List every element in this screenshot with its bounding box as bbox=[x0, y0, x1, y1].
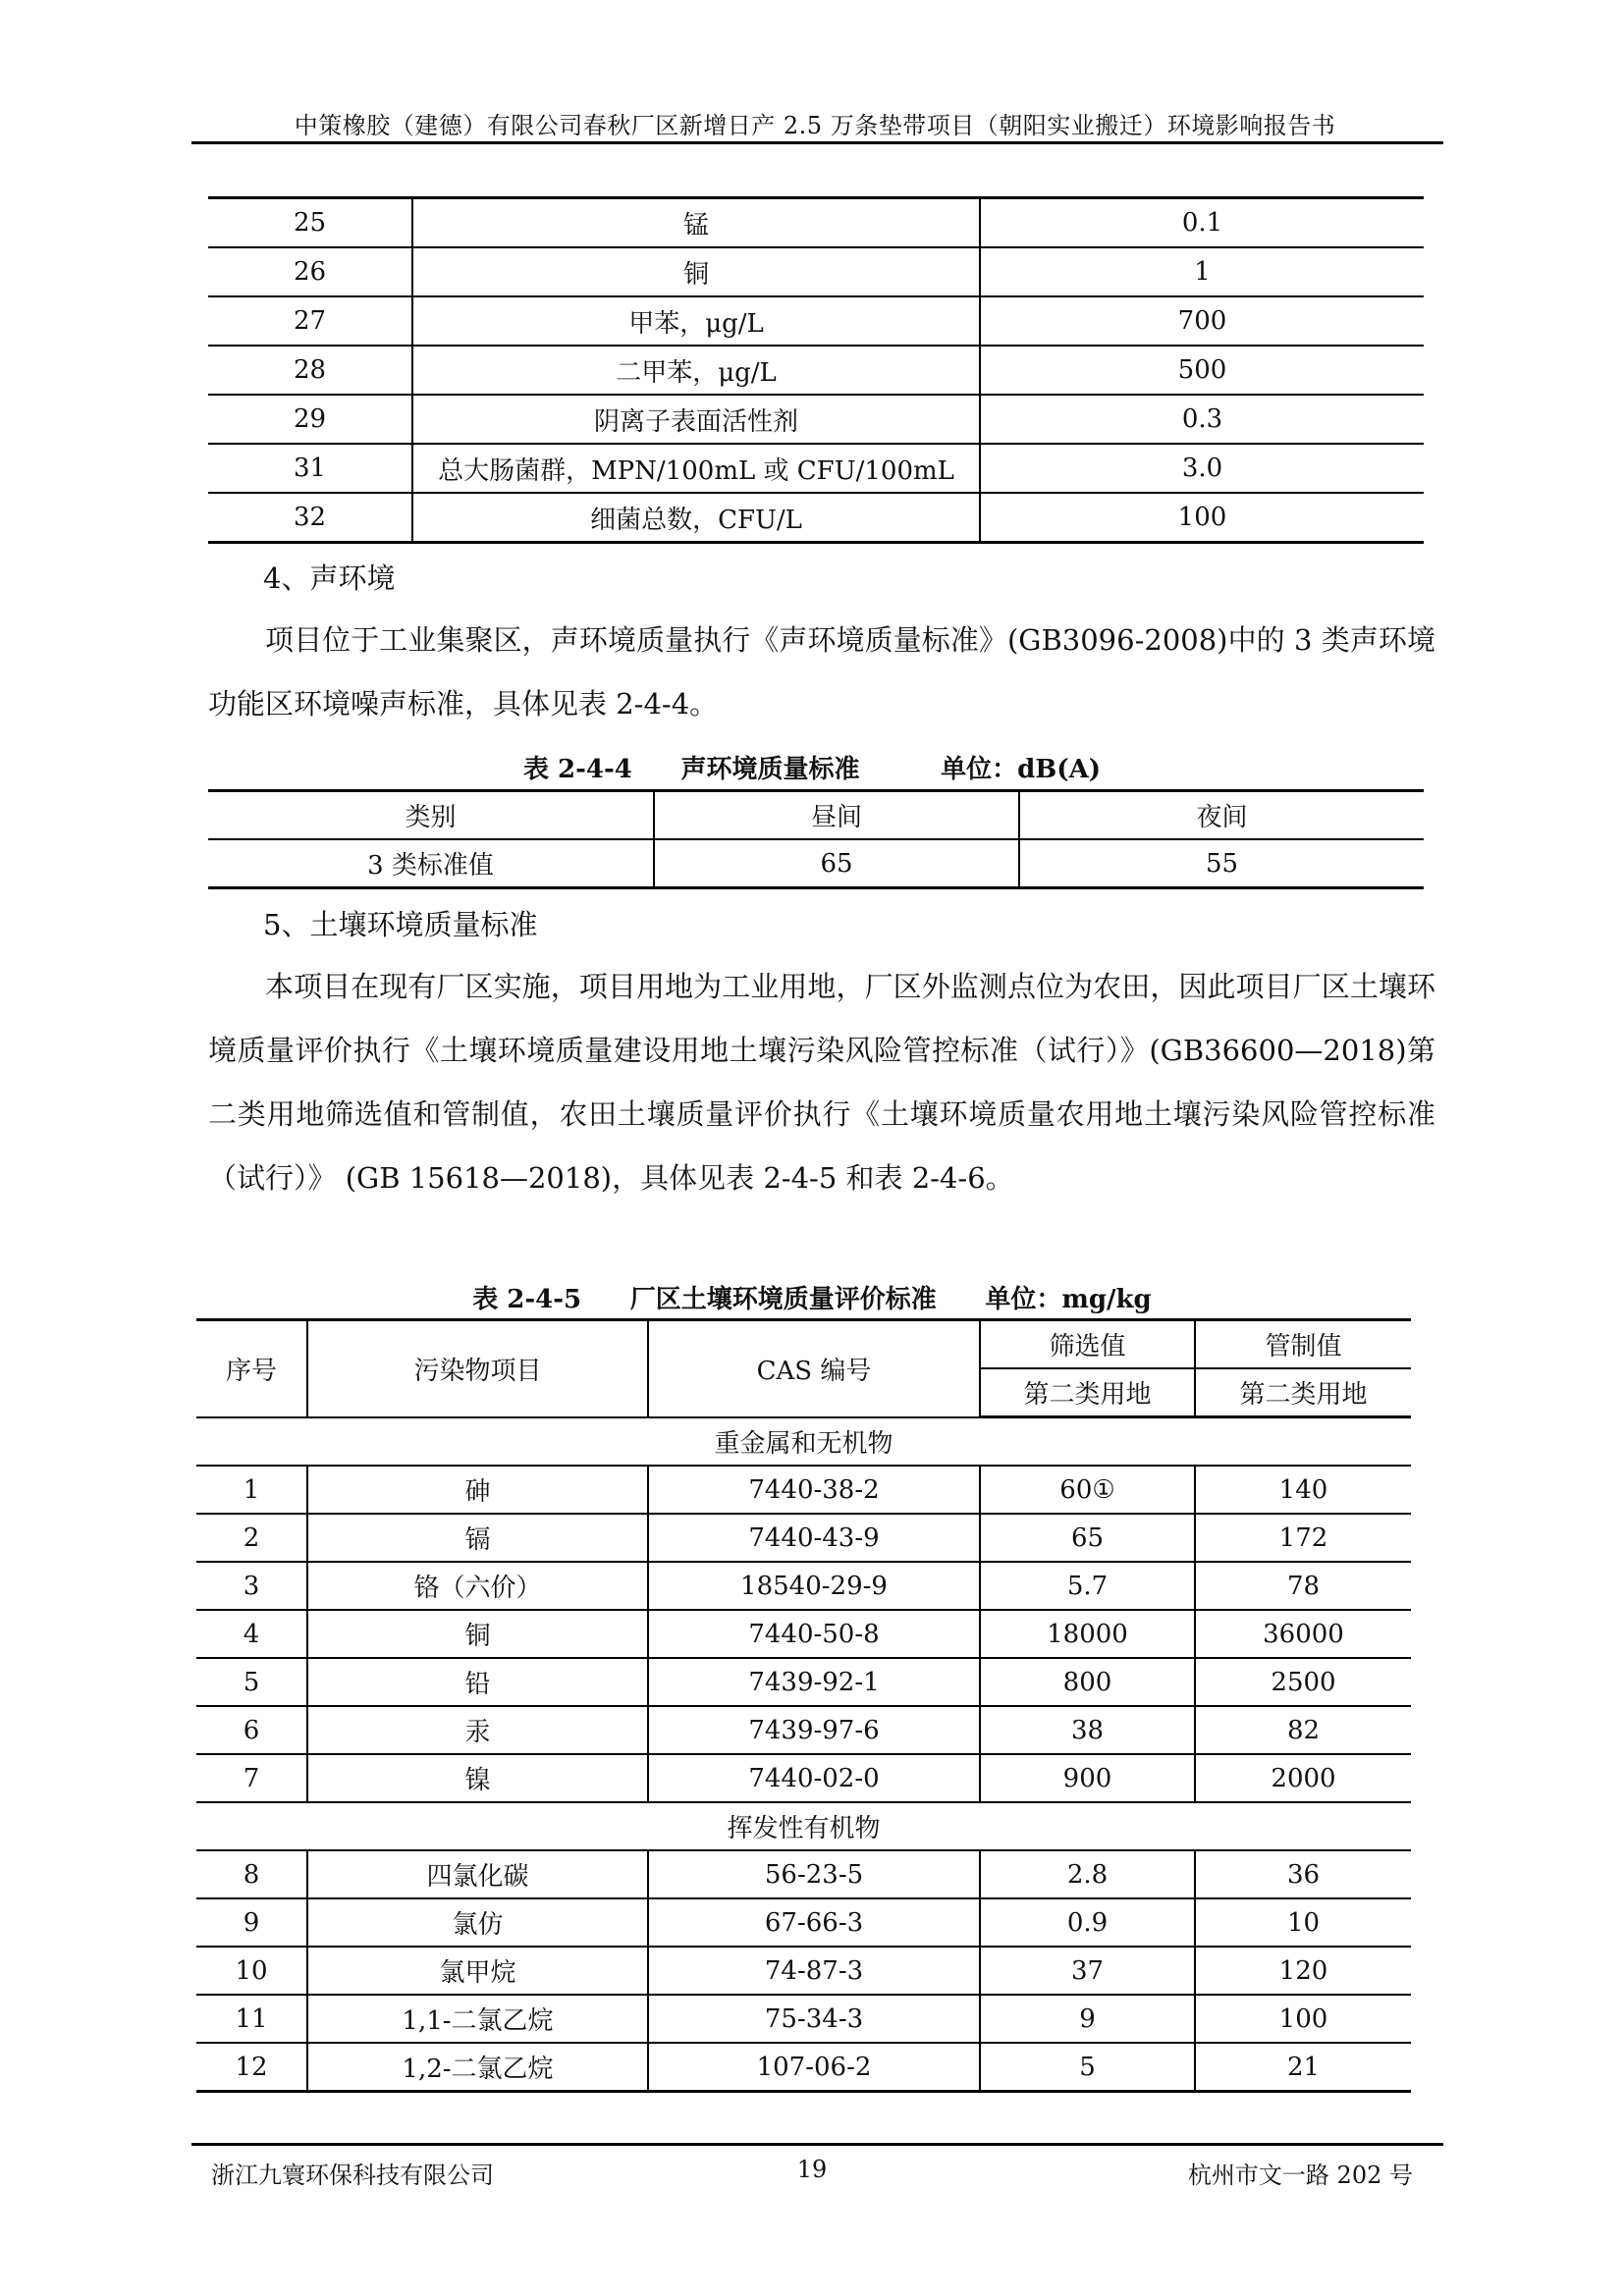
table-row bbox=[208, 395, 1424, 444]
table-row bbox=[196, 1898, 1411, 1947]
number-cell: 32 bbox=[208, 493, 412, 543]
item-cell: 阴离子表面活性剂 bbox=[412, 395, 980, 444]
number-cell: 10 bbox=[196, 1947, 307, 1995]
screening-value-cell: 37 bbox=[980, 1947, 1195, 1995]
value-cell: 700 bbox=[980, 296, 1424, 346]
table-row bbox=[196, 1995, 1411, 2043]
item-cell: 锰 bbox=[412, 198, 980, 248]
table-row bbox=[208, 346, 1424, 395]
screening-value-cell: 5 bbox=[980, 2043, 1195, 2092]
pollutant-cell: 1,1-二氯乙烷 bbox=[307, 1995, 648, 2043]
number-cell: 1 bbox=[196, 1466, 307, 1514]
table-row bbox=[208, 444, 1424, 493]
control-value-cell: 2000 bbox=[1195, 1754, 1411, 1802]
pollutant-cell: 氯仿 bbox=[307, 1898, 648, 1947]
number-cell: 9 bbox=[196, 1898, 307, 1947]
table-caption-soil bbox=[0, 1279, 1624, 1315]
pollutant-cell: 汞 bbox=[307, 1706, 648, 1754]
caption-unit: 单位：mg/kg bbox=[985, 1285, 1152, 1314]
table-row bbox=[208, 493, 1424, 543]
pollutant-cell: 四氯化碳 bbox=[307, 1850, 648, 1898]
table-row bbox=[196, 1562, 1411, 1610]
control-value-cell: 140 bbox=[1195, 1466, 1411, 1514]
table-row bbox=[196, 1514, 1411, 1562]
number-cell: 6 bbox=[196, 1706, 307, 1754]
category-cell: 3 类标准值 bbox=[208, 839, 654, 888]
number-cell: 5 bbox=[196, 1658, 307, 1706]
number-cell: 3 bbox=[196, 1562, 307, 1610]
number-cell: 28 bbox=[208, 346, 412, 395]
item-cell: 细菌总数，CFU/L bbox=[412, 493, 980, 543]
section-heading-noise: 4、声环境 bbox=[263, 561, 396, 595]
value-cell: 1 bbox=[980, 247, 1424, 296]
cas-cell: 74-87-3 bbox=[648, 1947, 980, 1995]
night-value-cell: 55 bbox=[1019, 839, 1424, 888]
soil-quality-table bbox=[196, 1318, 1411, 2093]
caption-title: 厂区土壤环境质量评价标准 bbox=[629, 1285, 937, 1314]
paragraph-soil: 本项目在现有厂区实施，项目用地为工业用地，厂区外监测点位为农田，因此项目厂区土壤环境质量评价执行《土壤环境质量建设用地土壤污染风险管控标准（试行）》(GB36600—2018)第二类用地筛选值和管制值，农田土壤质量评价执行《土壤环境质量农用地土壤污染风险管控标准（试行）》 (GB 15618—2018)，具体见表 2-4-5 和表 2-4-6。 bbox=[208, 970, 1435, 1195]
cas-cell: 67-66-3 bbox=[648, 1898, 980, 1947]
group-row bbox=[196, 1417, 1411, 1467]
footer-company: 浙江九寰环保科技有限公司 bbox=[211, 2162, 494, 2189]
control-value-cell: 21 bbox=[1195, 2043, 1411, 2092]
cas-cell: 7439-92-1 bbox=[648, 1658, 980, 1706]
header-screening: 筛选值 bbox=[980, 1320, 1195, 1369]
header-control: 管制值 bbox=[1195, 1320, 1411, 1369]
screening-value-cell: 2.8 bbox=[980, 1850, 1195, 1898]
pollutant-cell: 镍 bbox=[307, 1754, 648, 1802]
table-row bbox=[208, 198, 1424, 248]
table-row bbox=[196, 1610, 1411, 1658]
control-value-cell: 78 bbox=[1195, 1562, 1411, 1610]
pollutant-cell: 砷 bbox=[307, 1466, 648, 1514]
table-row bbox=[208, 247, 1424, 296]
caption-number: 表 2-4-4 bbox=[522, 755, 632, 784]
table-row bbox=[208, 839, 1424, 888]
screening-value-cell: 5.7 bbox=[980, 1562, 1195, 1610]
section-heading-soil: 5、土壤环境质量标准 bbox=[263, 908, 538, 941]
screening-value-cell: 800 bbox=[980, 1658, 1195, 1706]
header-control-sub: 第二类用地 bbox=[1195, 1368, 1411, 1417]
noise-standard-table bbox=[208, 789, 1424, 889]
number-cell: 29 bbox=[208, 395, 412, 444]
footer-page-number: 19 bbox=[796, 2156, 828, 2183]
number-cell: 2 bbox=[196, 1514, 307, 1562]
item-cell: 铜 bbox=[412, 247, 980, 296]
table-row bbox=[196, 1706, 1411, 1754]
cas-cell: 107-06-2 bbox=[648, 2043, 980, 2092]
pollutant-cell: 镉 bbox=[307, 1514, 648, 1562]
header-rule bbox=[191, 141, 1443, 144]
table-row bbox=[208, 296, 1424, 346]
item-cell: 二甲苯，μg/L bbox=[412, 346, 980, 395]
group-label: 重金属和无机物 bbox=[196, 1417, 1411, 1467]
screening-value-cell: 9 bbox=[980, 1995, 1195, 2043]
header-screening-sub: 第二类用地 bbox=[980, 1368, 1195, 1417]
paragraph-noise: 项目位于工业集聚区，声环境质量执行《声环境质量标准》(GB3096-2008)中的 3 类声环境功能区环境噪声标准，具体见表 2-4-4。 bbox=[208, 623, 1435, 721]
control-value-cell: 82 bbox=[1195, 1706, 1411, 1754]
item-cell: 甲苯，μg/L bbox=[412, 296, 980, 346]
control-value-cell: 100 bbox=[1195, 1995, 1411, 2043]
table-row bbox=[196, 1658, 1411, 1706]
control-value-cell: 36 bbox=[1195, 1850, 1411, 1898]
table-row bbox=[196, 1466, 1411, 1514]
cas-cell: 7440-02-0 bbox=[648, 1754, 980, 1802]
header-cas: CAS 编号 bbox=[648, 1320, 980, 1417]
number-cell: 31 bbox=[208, 444, 412, 493]
number-cell: 4 bbox=[196, 1610, 307, 1658]
screening-value-cell: 60① bbox=[980, 1466, 1195, 1514]
value-cell: 3.0 bbox=[980, 444, 1424, 493]
screening-value-cell: 65 bbox=[980, 1514, 1195, 1562]
footer-address: 杭州市文一路 202 号 bbox=[1187, 2162, 1413, 2189]
table-row bbox=[196, 1850, 1411, 1898]
table-row bbox=[196, 1947, 1411, 1995]
header-cell: 夜间 bbox=[1019, 791, 1424, 840]
value-cell: 100 bbox=[980, 493, 1424, 543]
screening-value-cell: 900 bbox=[980, 1754, 1195, 1802]
number-cell: 11 bbox=[196, 1995, 307, 2043]
number-cell: 26 bbox=[208, 247, 412, 296]
value-cell: 500 bbox=[980, 346, 1424, 395]
cas-cell: 75-34-3 bbox=[648, 1995, 980, 2043]
pollutant-cell: 铅 bbox=[307, 1658, 648, 1706]
cas-cell: 18540-29-9 bbox=[648, 1562, 980, 1610]
screening-value-cell: 18000 bbox=[980, 1610, 1195, 1658]
control-value-cell: 172 bbox=[1195, 1514, 1411, 1562]
number-cell: 25 bbox=[208, 198, 412, 248]
control-value-cell: 10 bbox=[1195, 1898, 1411, 1947]
value-cell: 0.1 bbox=[980, 198, 1424, 248]
caption-unit: 单位：dB(A) bbox=[941, 755, 1102, 784]
footer-rule bbox=[191, 2143, 1443, 2146]
number-cell: 7 bbox=[196, 1754, 307, 1802]
table-header-row bbox=[196, 1320, 1411, 1369]
cas-cell: 7440-50-8 bbox=[648, 1610, 980, 1658]
control-value-cell: 36000 bbox=[1195, 1610, 1411, 1658]
header-no: 序号 bbox=[196, 1320, 307, 1417]
number-cell: 12 bbox=[196, 2043, 307, 2092]
value-cell: 0.3 bbox=[980, 395, 1424, 444]
cas-cell: 7439-97-6 bbox=[648, 1706, 980, 1754]
header-cell: 类别 bbox=[208, 791, 654, 840]
cas-cell: 7440-38-2 bbox=[648, 1466, 980, 1514]
pollutant-cell: 铜 bbox=[307, 1610, 648, 1658]
table-caption-noise bbox=[0, 749, 1624, 785]
number-cell: 8 bbox=[196, 1850, 307, 1898]
water-quality-table-continued bbox=[208, 196, 1424, 544]
control-value-cell: 2500 bbox=[1195, 1658, 1411, 1706]
pollutant-cell: 铬（六价） bbox=[307, 1562, 648, 1610]
item-cell: 总大肠菌群，MPN/100mL 或 CFU/100mL bbox=[412, 444, 980, 493]
table-header-row bbox=[208, 791, 1424, 840]
pollutant-cell: 氯甲烷 bbox=[307, 1947, 648, 1995]
cas-cell: 7440-43-9 bbox=[648, 1514, 980, 1562]
cas-cell: 56-23-5 bbox=[648, 1850, 980, 1898]
screening-value-cell: 38 bbox=[980, 1706, 1195, 1754]
screening-value-cell: 0.9 bbox=[980, 1898, 1195, 1947]
number-cell: 27 bbox=[208, 296, 412, 346]
day-value-cell: 65 bbox=[654, 839, 1019, 888]
group-label: 挥发性有机物 bbox=[196, 1802, 1411, 1850]
caption-title: 声环境质量标准 bbox=[680, 755, 860, 784]
header-cell: 昼间 bbox=[654, 791, 1019, 840]
header-item: 污染物项目 bbox=[307, 1320, 648, 1417]
caption-number: 表 2-4-5 bbox=[472, 1285, 582, 1314]
pollutant-cell: 1,2-二氯乙烷 bbox=[307, 2043, 648, 2092]
table-row bbox=[196, 1754, 1411, 1802]
control-value-cell: 120 bbox=[1195, 1947, 1411, 1995]
table-row bbox=[196, 2043, 1411, 2092]
group-row bbox=[196, 1802, 1411, 1850]
page-header-title: 中策橡胶（建德）有限公司春秋厂区新增日产 2.5 万条垫带项目（朝阳实业搬迁）环境影响报告书 bbox=[294, 112, 1336, 139]
